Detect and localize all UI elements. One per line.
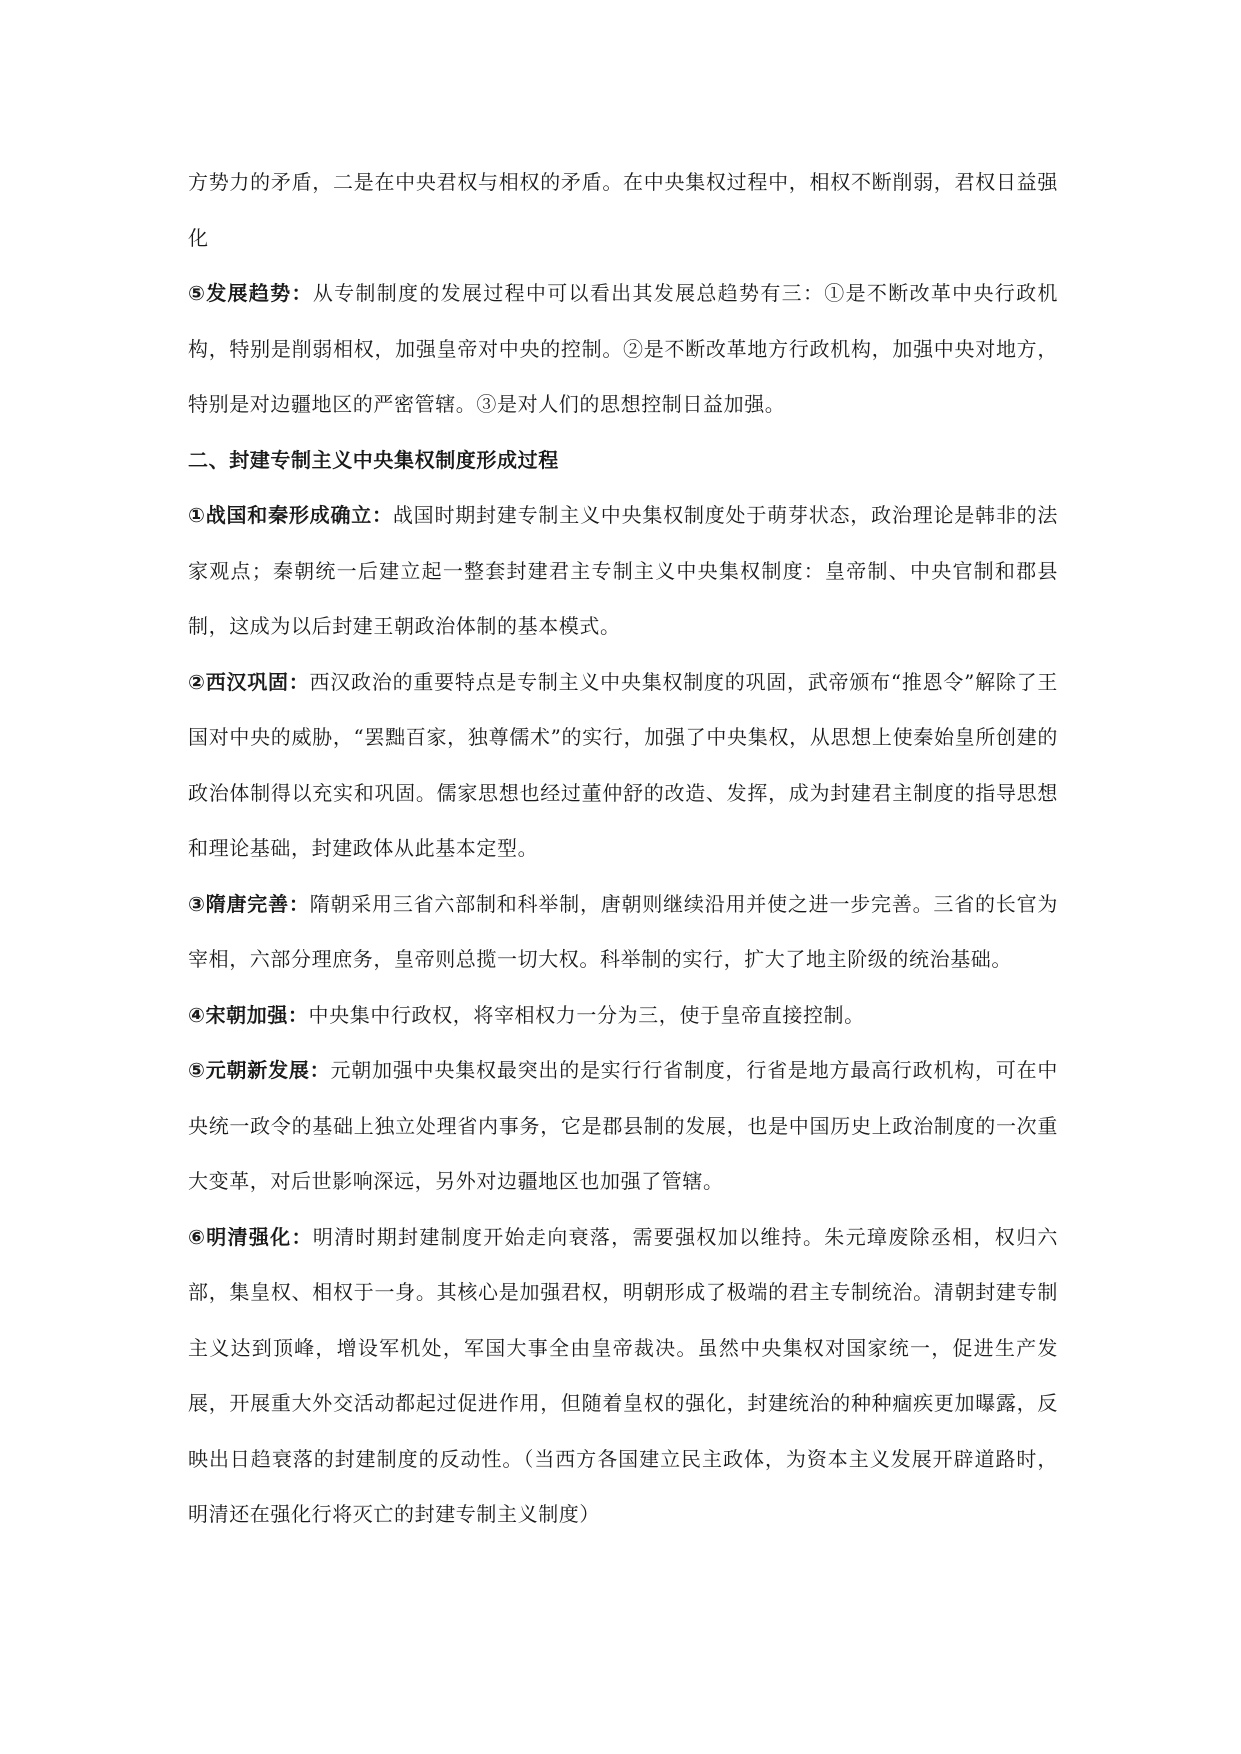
paragraph-sui-tang [188,877,1058,988]
paragraph-western-han [188,655,1058,877]
paragraph-text: 方势力的矛盾，二是在中央君权与相权的矛盾。在中央集权过程中，相权不断削弱，君权日益强化 [188,170,1058,250]
paragraph-text: 从专制制度的发展过程中可以看出其发展总趋势有三：①是不断改革中央行政机构，特别是削弱相权，加强皇帝对中央的控制。②是不断改革地方行政机构，加强中央对地方，特别是对边疆地区的严密管辖。③是对人们的思想控制日益加强。 [188,281,1058,416]
paragraph-ming-qing [188,1210,1058,1543]
paragraph-text: 明清时期封建制度开始走向衰落，需要强权加以维持。朱元璋废除丞相，权归六部，集皇权、相权于一身。其核心是加强君权，明朝形成了极端的君主专制统治。清朝封建专制主义达到顶峰，增设军机处，军国大事全由皇帝裁决。虽然中央集权对国家统一，促进生产发展，开展重大外交活动都起过促进作用，但随着皇权的强化，封建统治的种种痼疾更加曝露，反映出日趋衰落的封建制度的反动性。（当西方各国建立民主政体，为资本主义发展开辟道路时，明清还在强化行将灭亡的封建专制主义制度） [188,1224,1058,1526]
paragraph-text: 中央集中行政权，将宰相权力一分为三，使于皇帝直接控制。 [308,1002,865,1027]
document-page [188,155,1058,1543]
paragraph-lead: ④宋朝加强： [188,1002,309,1027]
paragraph-continuation [188,155,1058,266]
paragraph-text: 隋朝采用三省六部制和科举制，唐朝则继续沿用并使之进一步完善。三省的长官为宰相，六部分理庶务，皇帝则总揽一切大权。科举制的实行，扩大了地主阶级的统治基础。 [188,891,1058,971]
paragraph-lead: ⑤发展趋势： [188,281,313,305]
paragraph-development-trend [188,266,1058,433]
paragraph-text: 西汉政治的重要特点是专制主义中央集权制度的巩固，武帝颁布“推恩令”解除了王国对中央的威胁，“罢黜百家，独尊儒术”的实行，加强了中央集权，从思想上使秦始皇所创建的政治体制得以充实和巩固。儒家思想也经过董仲舒的改造、发挥，成为封建君主制度的指导思想和理论基础，封建政体从此基本定型。 [188,669,1058,860]
paragraph-lead: ②西汉巩固： [188,669,310,694]
paragraph-yuan [188,1043,1058,1210]
paragraph-song [188,988,1058,1044]
paragraph-lead: ⑤元朝新发展： [188,1058,331,1082]
paragraph-text: 元朝加强中央集权最突出的是实行行省制度，行省是地方最高行政机构，可在中央统一政令的基础上独立处理省内事务，它是郡县制的发展，也是中国历史上政治制度的一次重大变革，对后世影响深远，另外对边疆地区也加强了管辖。 [188,1058,1059,1193]
paragraph-lead: ⑥明清强化： [188,1224,313,1249]
paragraph-lead: ③隋唐完善： [188,891,310,916]
paragraph-text: 战国时期封建专制主义中央集权制度处于萌芽状态，政治理论是韩非的法家观点；秦朝统一后建立起一整套封建君主专制主义中央集权制度：皇帝制、中央官制和郡县制，这成为以后封建王朝政治体制的基本模式。 [188,503,1059,638]
paragraph-warring-states-qin [188,488,1058,655]
section-heading: 二、封建专制主义中央集权制度形成过程 [188,447,559,472]
paragraph-lead: ①战国和秦形成确立： [188,503,393,527]
